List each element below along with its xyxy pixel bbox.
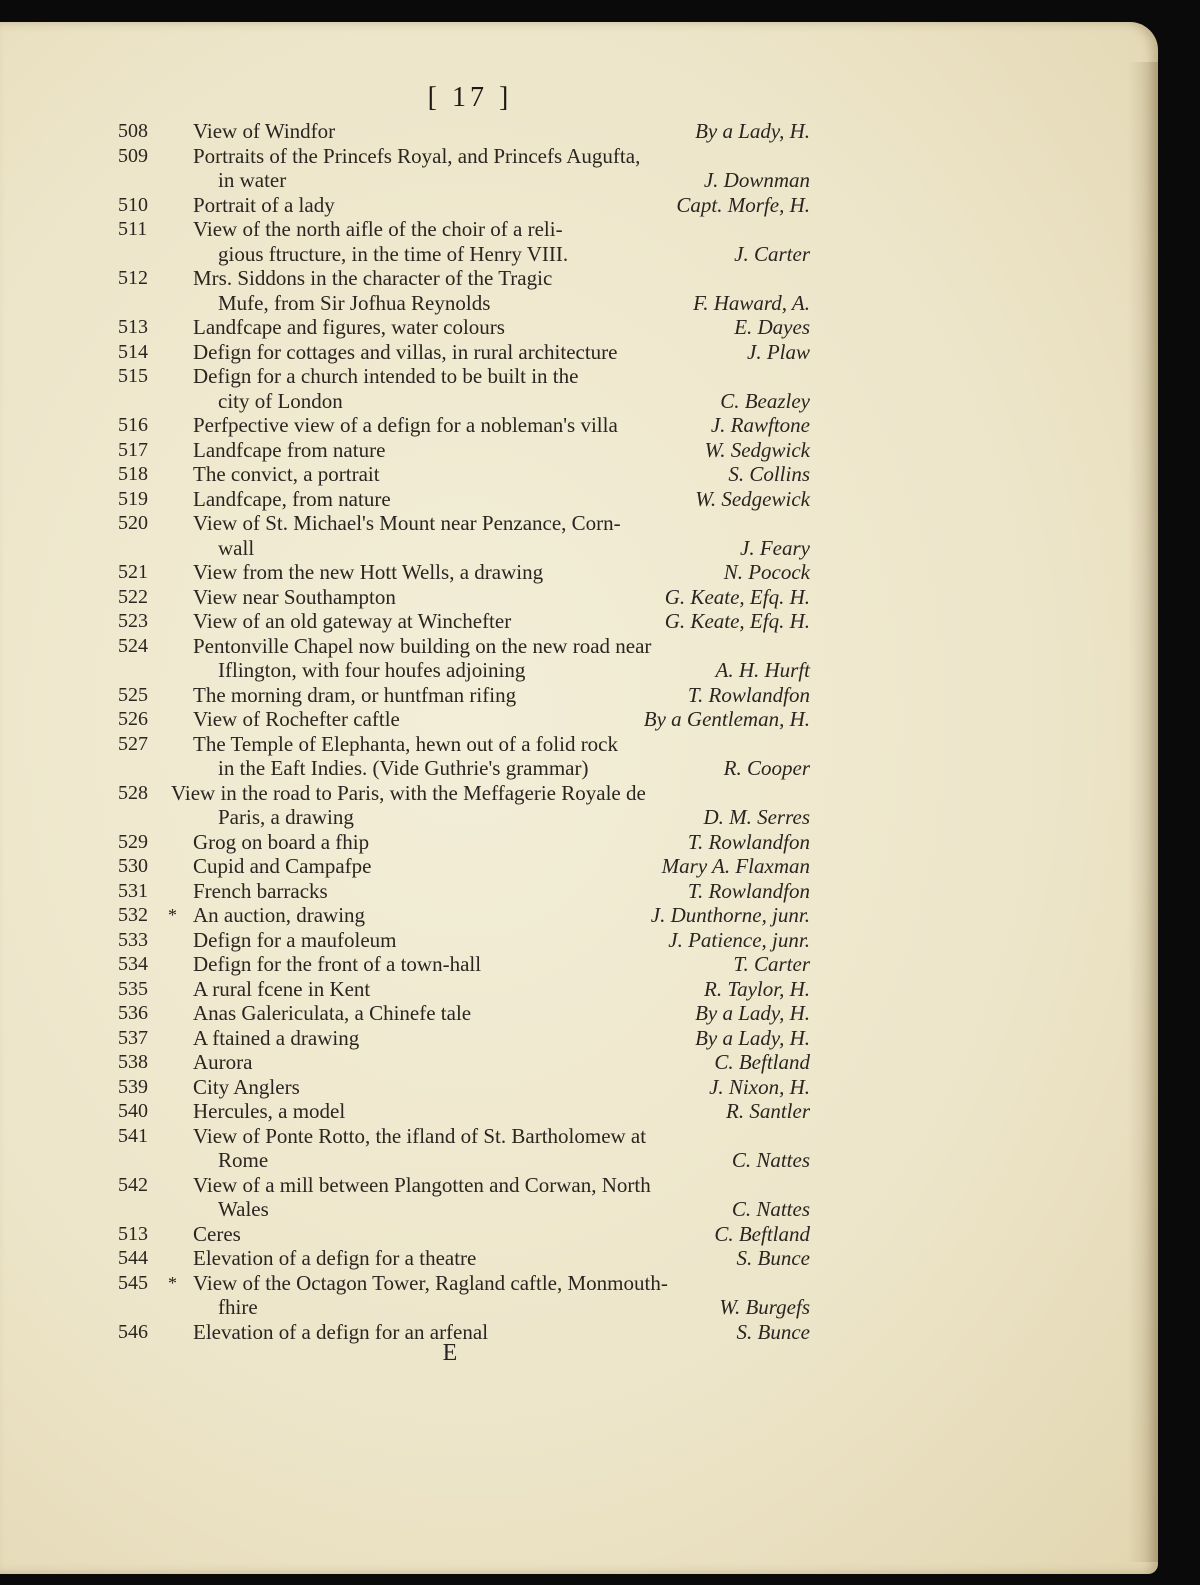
entry-artist: C. Nattes	[731, 1197, 810, 1221]
entry-title: View of Ponte Rotto, the ifland of St. Bartholomew at	[193, 1123, 647, 1148]
entry-number: 524	[118, 634, 148, 657]
entry-artist: F. Haward, A.	[693, 290, 810, 315]
catalogue-entry-line	[0, 438, 1158, 463]
entry-title: View of Rochefter caftle	[193, 707, 400, 731]
entry-artist: C. Beftland	[714, 1050, 810, 1074]
entry-number: 542	[118, 1173, 148, 1196]
entry-artist: N. Pocock	[723, 560, 810, 584]
entry-artist: A. H. Hurft	[715, 658, 810, 682]
entry-number: 518	[118, 463, 148, 485]
entry-artist: By a Lady, H.	[695, 1001, 810, 1025]
catalogue-entry-line	[0, 340, 1158, 365]
catalogue-entry-line	[0, 266, 1158, 291]
catalogue-entry-line	[0, 487, 1158, 512]
entry-title: Landfcape, from nature	[193, 486, 391, 511]
entry-number: 525	[118, 683, 148, 706]
entry-number: 514	[118, 340, 148, 363]
entry-number: 523	[118, 610, 148, 632]
entry-asterisk: *	[168, 1272, 177, 1293]
entry-title: View near Southampton	[193, 584, 396, 609]
catalogue-entry-line	[0, 1148, 1158, 1173]
entry-artist: J. Rawftone	[710, 413, 810, 437]
entry-number: 529	[118, 830, 148, 853]
entry-number: 528	[118, 781, 148, 804]
entry-artist: C. Beazley	[720, 388, 810, 413]
entry-title: Portraits of the Princefs Royal, and Princefs Augufta,	[193, 143, 641, 168]
entry-artist: T. Rowlandfon	[687, 829, 810, 854]
entry-number: 539	[118, 1075, 148, 1098]
entry-title: A rural fcene in Kent	[193, 976, 371, 1001]
entry-title: Defign for a maufoleum	[193, 927, 397, 952]
entry-artist: J. Feary	[740, 535, 810, 560]
catalogue-entry-line	[0, 119, 1158, 144]
signature-mark: E	[442, 1340, 458, 1366]
entry-title: Wales	[218, 1197, 269, 1221]
catalogue-entry-line	[0, 585, 1158, 610]
catalogue-entry-line	[0, 144, 1158, 169]
entry-number: 508	[118, 120, 148, 142]
entry-artist: S. Collins	[728, 462, 810, 486]
entry-title: Elevation of a defign for an arfenal	[193, 1319, 489, 1344]
entry-number: 526	[118, 708, 148, 730]
entry-title: fhire	[218, 1295, 258, 1319]
catalogue-entry-line	[0, 1295, 1158, 1320]
entry-title: View from the new Hott Wells, a drawing	[193, 560, 544, 584]
entry-title: French barracks	[193, 878, 328, 903]
entry-artist: Mary A. Flaxman	[661, 854, 810, 878]
entry-title: Defign for cottages and villas, in rural architecture	[193, 339, 618, 364]
entry-title: Grog on board a fhip	[193, 829, 370, 854]
entry-title: Landfcape from nature	[193, 437, 386, 462]
catalogue-entry-line	[0, 977, 1158, 1002]
catalogue-entry-line	[0, 1124, 1158, 1149]
entry-number: 516	[118, 414, 148, 436]
entry-artist: By a Lady, H.	[695, 119, 810, 143]
entry-number: 527	[118, 732, 148, 755]
entry-number: 530	[118, 855, 148, 877]
entry-title: Anas Galericulata, a Chinefe tale	[193, 1001, 472, 1025]
catalogue-entry-line	[0, 732, 1158, 757]
entry-title: Cupid and Campafpe	[193, 854, 372, 878]
entry-title: in the Eaft Indies. (Vide Guthrie's grammar)	[218, 756, 589, 780]
entry-title: Mufe, from Sir Jofhua Reynolds	[218, 290, 491, 315]
entry-title: in water	[218, 168, 287, 192]
entry-number: 546	[118, 1320, 148, 1343]
entry-artist: S. Bunce	[736, 1319, 810, 1344]
entry-artist: W. Burgefs	[719, 1295, 810, 1319]
catalogue-entry-line	[0, 928, 1158, 953]
entry-title: Defign for the front of a town-hall	[193, 952, 482, 976]
entry-title: View of a mill between Plangotten and Corwan, North	[193, 1172, 651, 1197]
entry-title: View of St. Michael's Mount near Penzance, Corn-	[193, 511, 621, 535]
catalogue-entry-line	[0, 217, 1158, 242]
entry-number: 545	[118, 1271, 148, 1294]
entry-number: 538	[118, 1051, 148, 1073]
entry-artist: T. Rowlandfon	[687, 878, 810, 903]
entry-number: 537	[118, 1026, 148, 1049]
entry-title: View of the north aifle of the choir of a reli-	[193, 217, 563, 241]
entry-artist: By a Gentleman, H.	[643, 707, 810, 731]
catalogue-entry-line	[0, 658, 1158, 683]
entry-artist: W. Sedgewick	[695, 486, 810, 511]
entry-title: Ceres	[193, 1221, 241, 1246]
catalogue-entry-line	[0, 805, 1158, 830]
entry-title: The morning dram, or huntfman rifing	[193, 682, 517, 707]
entry-title: View of an old gateway at Winchefter	[193, 609, 512, 633]
entry-title: An auction, drawing	[193, 903, 366, 927]
entry-asterisk: *	[168, 905, 177, 925]
catalogue-entry-line	[0, 1246, 1158, 1271]
entry-title: Elevation of a defign for a theatre	[193, 1246, 477, 1270]
entry-artist: G. Keate, Efq. H.	[664, 609, 810, 633]
catalogue-entry-line	[0, 291, 1158, 316]
entry-title: The Temple of Elephanta, hewn out of a folid rock	[193, 731, 619, 756]
catalogue-entry-line	[0, 1197, 1158, 1222]
entry-title: Rome	[218, 1148, 269, 1172]
entry-number: 531	[118, 879, 148, 902]
entry-number: 510	[118, 193, 148, 216]
entry-artist: T. Carter	[733, 952, 810, 976]
catalogue-entry-line	[0, 609, 1158, 634]
entry-number: 509	[118, 144, 148, 167]
entry-artist: By a Lady, H.	[695, 1025, 810, 1050]
entry-title: Landfcape and figures, water colours	[193, 315, 505, 339]
entry-artist: C. Beftland	[714, 1221, 810, 1246]
entry-artist: R. Taylor, H.	[704, 976, 810, 1001]
entry-number: 519	[118, 487, 148, 510]
entry-number: 511	[118, 218, 148, 240]
entry-number: 513	[118, 316, 148, 338]
entry-artist: J. Carter	[734, 241, 810, 266]
catalogue-entry-line	[0, 683, 1158, 708]
catalogue-entry-line	[0, 879, 1158, 904]
catalogue-entry-line	[0, 1271, 1158, 1296]
entry-artist: J. Patience, junr.	[668, 927, 810, 952]
entry-title: View in the road to Paris, with the Meffagerie Royale de	[171, 780, 646, 805]
entry-title: Hercules, a model	[193, 1099, 346, 1123]
catalogue-entry-line	[0, 1173, 1158, 1198]
entry-artist: S. Bunce	[736, 1246, 810, 1270]
entry-artist: R. Santler	[726, 1099, 810, 1123]
catalogue-entry-line	[0, 389, 1158, 414]
catalogue-entry-line	[0, 242, 1158, 267]
catalogue-entry-line	[0, 364, 1158, 389]
entry-title: Defign for a church intended to be built in the	[193, 364, 579, 388]
catalogue-entry-line	[0, 1075, 1158, 1100]
entry-artist: E. Dayes	[734, 315, 810, 339]
book-page	[0, 22, 1158, 1574]
page-heading: [ 17 ]	[427, 82, 513, 113]
entry-number: 544	[118, 1247, 148, 1269]
entry-number: 515	[118, 365, 148, 387]
catalogue-entry-line	[0, 168, 1158, 193]
entry-title: Mrs. Siddons in the character of the Tragic	[193, 266, 553, 290]
catalogue-entry-line	[0, 707, 1158, 732]
entry-artist: G. Keate, Efq. H.	[664, 584, 810, 609]
entry-title: wall	[218, 535, 255, 560]
entry-title: A ftained a drawing	[193, 1025, 360, 1050]
catalogue-entry-line	[0, 1050, 1158, 1075]
entry-title: gious ftructure, in the time of Henry VIII.	[218, 241, 569, 266]
catalogue-entry-line	[0, 952, 1158, 977]
entry-title: Pentonville Chapel now building on the new road near	[193, 633, 652, 658]
entry-artist: Capt. Morfe, H.	[676, 192, 810, 217]
catalogue-entry-line	[0, 511, 1158, 536]
catalogue-entry-line	[0, 1222, 1158, 1247]
entry-number: 532	[118, 904, 148, 926]
entry-title: city of London	[218, 388, 343, 413]
entry-title: City Anglers	[193, 1074, 300, 1099]
entry-artist: D. M. Serres	[703, 805, 810, 829]
catalogue-entry-line	[0, 413, 1158, 438]
entry-artist: W. Sedgwick	[704, 437, 810, 462]
catalogue-entry-line	[0, 1026, 1158, 1051]
entry-title: View of Windfor	[193, 119, 336, 143]
catalogue-entry-line	[0, 536, 1158, 561]
entry-artist: C. Nattes	[731, 1148, 810, 1172]
catalogue-entry-line	[0, 315, 1158, 340]
catalogue-entries	[0, 119, 1158, 1344]
catalogue-entry-line	[0, 634, 1158, 659]
catalogue-entry-line	[0, 903, 1158, 928]
entry-number: 512	[118, 267, 148, 289]
entry-number: 520	[118, 512, 148, 534]
catalogue-entry-line	[0, 854, 1158, 879]
entry-number: 540	[118, 1100, 148, 1122]
entry-artist: J. Nixon, H.	[709, 1074, 810, 1099]
catalogue-entry-line	[0, 193, 1158, 218]
catalogue-entry-line	[0, 781, 1158, 806]
catalogue-entry-line	[0, 1001, 1158, 1026]
entry-number: 517	[118, 438, 148, 461]
entry-title: Iflington, with four houfes adjoining	[218, 658, 526, 682]
entry-title: Perfpective view of a defign for a nobleman's villa	[193, 413, 618, 437]
entry-artist: R. Cooper	[723, 756, 810, 780]
catalogue-entry-line	[0, 560, 1158, 585]
entry-title: Portrait of a lady	[193, 192, 335, 217]
catalogue-entry-line	[0, 1099, 1158, 1124]
entry-artist: J. Plaw	[747, 339, 810, 364]
entry-title: Aurora	[193, 1050, 253, 1074]
entry-number: 521	[118, 561, 148, 583]
entry-number: 522	[118, 585, 148, 608]
entry-number: 541	[118, 1124, 148, 1147]
entry-artist: J. Downman	[703, 168, 810, 192]
entry-title: The convict, a portrait	[193, 462, 380, 486]
catalogue-entry-line	[0, 462, 1158, 487]
entry-number: 534	[118, 953, 148, 975]
entry-title: Paris, a drawing	[218, 805, 354, 829]
entry-number: 536	[118, 1002, 148, 1024]
entry-number: 535	[118, 977, 148, 1000]
entry-artist: J. Dunthorne, junr.	[650, 903, 810, 927]
entry-artist: T. Rowlandfon	[687, 682, 810, 707]
entry-number: 533	[118, 928, 148, 951]
catalogue-entry-line	[0, 830, 1158, 855]
catalogue-entry-line	[0, 756, 1158, 781]
entry-title: View of the Octagon Tower, Ragland caftle, Monmouth-	[193, 1270, 668, 1295]
entry-number: 513	[118, 1222, 148, 1245]
